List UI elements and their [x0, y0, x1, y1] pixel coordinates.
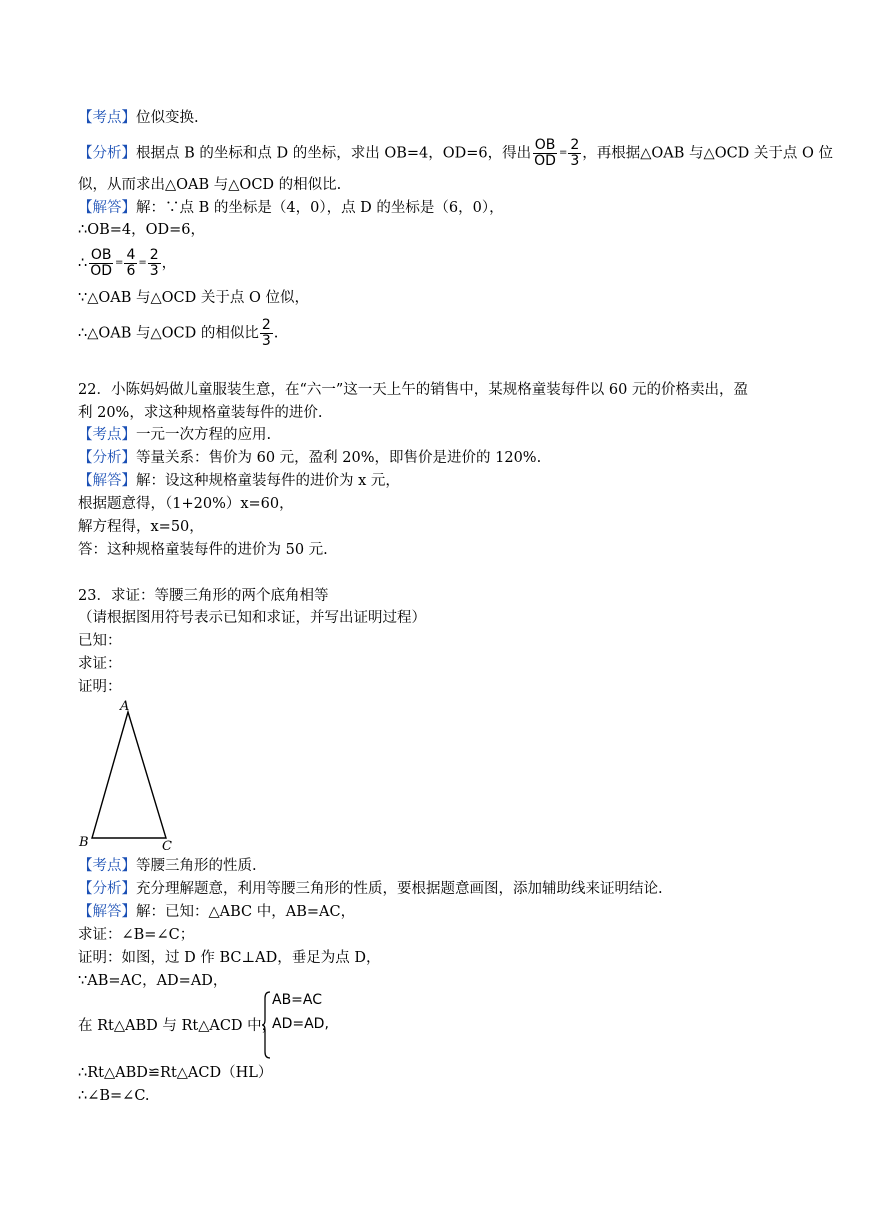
- frac-num: 2: [261, 317, 271, 333]
- label-c: C: [162, 839, 172, 852]
- kaodian-text: 一元一次方程的应用.: [136, 427, 272, 443]
- frac-den: 3: [261, 333, 271, 349]
- equals: =: [115, 257, 124, 269]
- ratio-text: ∴△OAB 与△OCD 的相似比: [78, 325, 259, 342]
- isosceles-triangle-figure: [78, 700, 188, 852]
- jieda-tag: 【解答】: [78, 904, 136, 920]
- q22-title-1: 22．小陈妈妈做儿童服装生意，在“六一”这一天上午的销售中，某规格童装每件以 60 元的价格卖出，盈: [78, 382, 748, 398]
- kaodian-text: 等腰三角形的性质.: [136, 858, 257, 874]
- comma: ，: [161, 255, 177, 272]
- q22-line2: 根据题意得，（1+20%）x=60，: [78, 496, 294, 512]
- frac-num: 2: [570, 137, 580, 153]
- jieda-text: 解：设这种规格童装每件的进价为 x 元，: [136, 473, 400, 489]
- jieda-text: 解：已知：△ABC 中，AB=AC，: [136, 904, 356, 920]
- label-a: A: [120, 700, 130, 714]
- q23-qiuzheng: 求证：: [78, 656, 122, 672]
- therefore: ∴: [78, 255, 88, 272]
- label-b: B: [79, 835, 89, 850]
- q21-fenxi: [78, 138, 833, 169]
- q23-line4: ∵AB=AC，AD=AD，: [78, 973, 228, 989]
- jieda-text: 解：∵点 B 的坐标是（4，0），点 D 的坐标是（6，0），: [136, 200, 504, 216]
- q21-line4: ∵△OAB 与△OCD 关于点 O 位似，: [78, 290, 309, 306]
- fraction-2-3: [260, 318, 273, 349]
- q22-line3: 解方程得，x=50，: [78, 519, 204, 535]
- q23-fenxi: [78, 879, 663, 899]
- fenxi-text: 根据点 B 的坐标和点 D 的坐标，求出 OB=4，OD=6，得出: [136, 145, 532, 162]
- q21-fenxi-2: 似，从而求出△OAB 与△OCD 的相似比.: [78, 177, 342, 193]
- q23-line6: ∴Rt△ABD≌Rt△ACD（HL）: [78, 1065, 273, 1081]
- frac-den: OD: [534, 153, 556, 169]
- jieda-tag: 【解答】: [78, 200, 136, 216]
- fraction-ob-od: [532, 138, 558, 169]
- jieda-tag: 【解答】: [78, 473, 136, 489]
- fenxi-tag: 【分析】: [78, 145, 136, 162]
- fenxi-text: 充分理解题意，利用等腰三角形的性质，要根据题意画图，添加辅助线来证明结论.: [136, 881, 663, 897]
- equals: =: [558, 147, 568, 159]
- frac-num: OB: [90, 247, 112, 263]
- q23-yizhi: 已知：: [78, 633, 122, 649]
- fraction-2-3: [148, 248, 161, 279]
- q23-kaodian: [78, 856, 257, 876]
- fenxi-tag: 【分析】: [78, 881, 136, 897]
- q21-line5: [78, 318, 278, 349]
- frac-den: 6: [126, 263, 136, 279]
- q23-line2: 求证：∠B=∠C；: [78, 927, 195, 943]
- q21-jieda: [78, 198, 504, 218]
- q21-line3: [78, 248, 176, 279]
- frac-num: 2: [149, 247, 159, 263]
- fraction-2-3: [568, 138, 581, 169]
- q23-title: 23．求证：等腰三角形的两个底角相等: [78, 588, 329, 604]
- frac-den: 3: [149, 263, 159, 279]
- kaodian-tag: 【考点】: [78, 110, 136, 126]
- q21-kaodian: [78, 108, 199, 128]
- q22-line4: 答：这种规格童装每件的进价为 50 元.: [78, 542, 328, 558]
- system-row-1: AB=AC: [272, 992, 323, 1008]
- fenxi-tag: 【分析】: [78, 450, 136, 466]
- frac-den: OD: [90, 263, 113, 279]
- period: .: [273, 325, 279, 342]
- fraction-4-6: [124, 248, 137, 279]
- q23-line7: ∴∠B=∠C.: [78, 1088, 150, 1104]
- kaodian-tag: 【考点】: [78, 858, 136, 874]
- fenxi-text: 等量关系：售价为 60 元，盈利 20%，即售价是进价的 120%.: [136, 450, 542, 466]
- frac-num: 4: [126, 247, 136, 263]
- q23-line3: 证明：如图，过 D 作 BC⊥AD，垂足为点 D，: [78, 950, 381, 966]
- frac-den: 3: [570, 153, 580, 169]
- q23-jieda: [78, 902, 355, 922]
- q22-fenxi: [78, 448, 541, 468]
- q22-kaodian: [78, 425, 271, 445]
- q22-jieda: [78, 471, 400, 491]
- q21-line2: ∴OB=4，OD=6，: [78, 222, 206, 238]
- kaodian-text: 位似变换.: [136, 110, 199, 126]
- kaodian-tag: 【考点】: [78, 427, 136, 443]
- triangle-abc: [92, 712, 166, 838]
- q23-sub: （请根据图用符号表示已知和求证，并写出证明过程）: [78, 610, 426, 626]
- q23-zhengming: 证明：: [78, 679, 122, 695]
- system-row-2: AD=AD,: [272, 1016, 329, 1032]
- q23-line5: 在 Rt△ABD 与 Rt△ACD 中，: [78, 1018, 277, 1034]
- equals: =: [138, 257, 147, 269]
- q22-title-2: 利 20%，求这种规格童装每件的进价.: [78, 405, 323, 421]
- fraction-ob-od: [88, 248, 114, 279]
- fenxi-text-cont: ，再根据△OAB 与△OCD 关于点 O 位: [582, 145, 834, 162]
- frac-num: OB: [534, 137, 556, 153]
